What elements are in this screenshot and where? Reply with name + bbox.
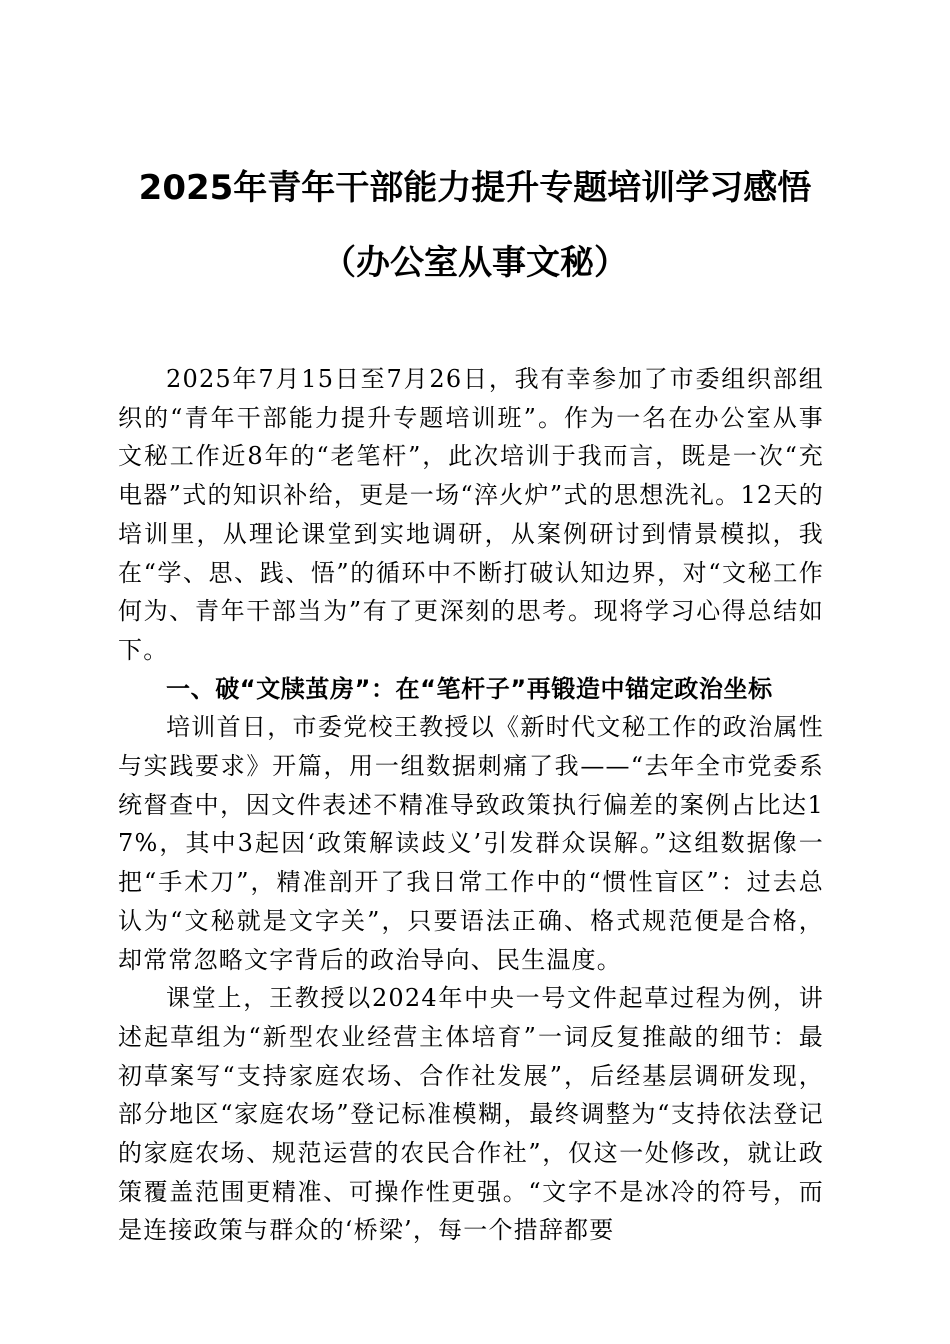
document-body (118, 360, 824, 1250)
section-heading: 一、破“文牍茧房”：在“笔杆子”再锻造中锚定政治坐标 (166, 674, 773, 703)
title-block (0, 168, 950, 283)
section-paragraph-1: 培训首日，市委党校王教授以《新时代文秘工作的政治属性与实践要求》开篇，用一组数据刺痛了我——“去年全市党委系统督查中，因文件表述不精准导致政策执行偏差的案例占比达17%，其中3起因‘政策解读歧义’引发群众误解。”这组数据像一把“手术刀”，精准剖开了我日常工作中的“惯性盲区”：过去总认为“文秘就是文字关”，只要语法正确、格式规范便是合格，却常常忽略文字背后的政治导向、民生温度。 (118, 713, 824, 974)
section-paragraph-2: 课堂上，王教授以2024年中央一号文件起草过程为例，讲述起草组为“新型农业经营主体培育”一词反复推敲的细节：最初草案写“支持家庭农场、合作社发展”，后经基层调研发现，部分地区“家庭农场”登记标准模糊，最终调整为“支持依法登记的家庭农场、规范运营的农民合作社”，仅这一处修改，就让政策覆盖范围更精准、可操作性更强。“文字不是冰冷的符号，而是连接政策与群众的‘桥梁’，每一个措辞都要 (118, 984, 824, 1245)
document-subtitle: （办公室从事文秘） (322, 243, 628, 283)
document-title: 2025年青年干部能力提升专题培训学习感悟 (138, 168, 812, 208)
intro-paragraph: 2025年7月15日至7月26日，我有幸参加了市委组织部组织的“青年干部能力提升专题培训班”。作为一名在办公室从事文秘工作近8年的“老笔杆”，此次培训于我而言，既是一次“充电器”式的知识补给，更是一场“淬火炉”式的思想洗礼。12天的培训里，从理论课堂到实地调研，从案例研讨到情景模拟，我在“学、思、践、悟”的循环中不断打破认知边界，对“文秘工作何为、青年干部当为”有了更深刻的思考。现将学习心得总结如下。 (118, 365, 824, 664)
